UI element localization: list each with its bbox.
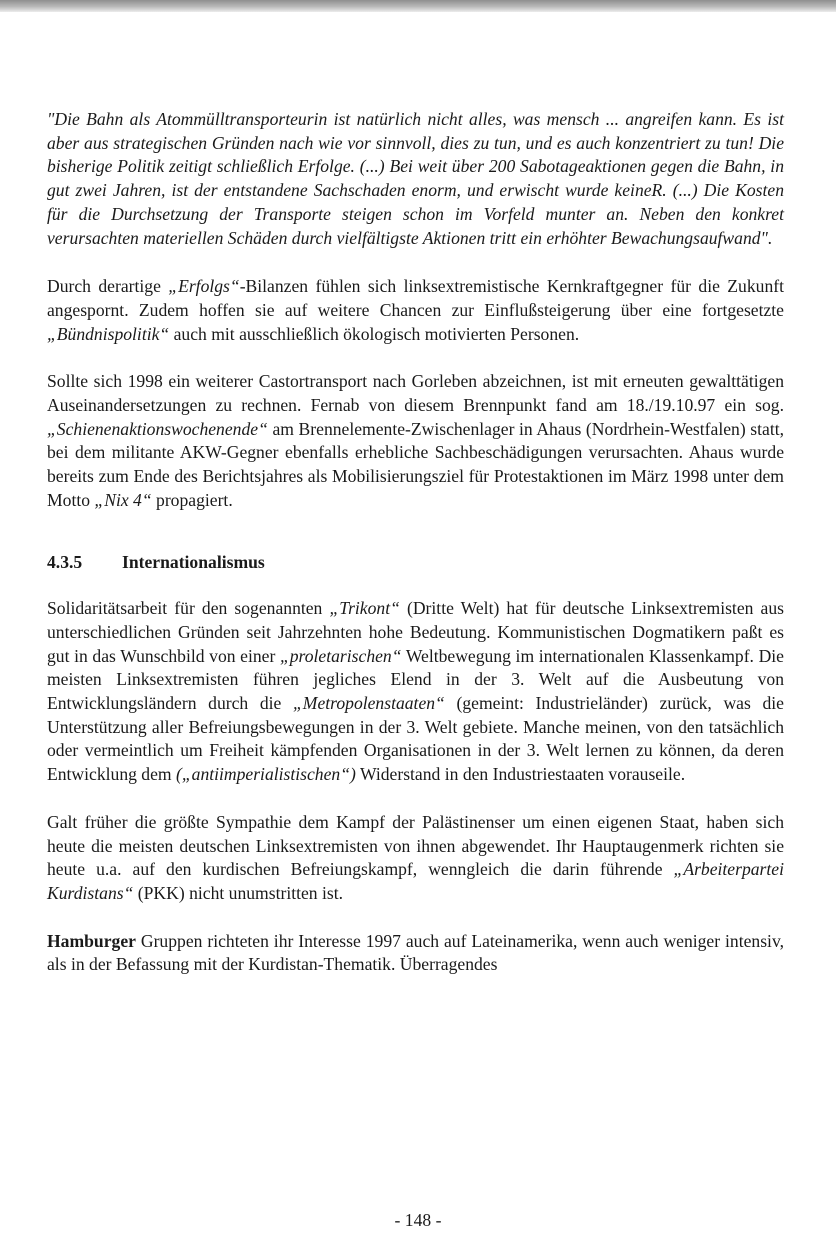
italic-term: „Metropolenstaaten“ bbox=[293, 693, 445, 714]
text-span: Galt früher die größte Sympathie dem Kampf der Palästinenser um einen eigenen Staat, haben sich heute die meisten deutschen Linksextremisten von ihnen abgewendet. Ihr Hauptaugenmerk richten sie heute u.a. auf den kurdischen Befreiungskampf, wenngleich die darin führende bbox=[47, 811, 784, 880]
italic-term: „Nix 4“ bbox=[94, 489, 152, 510]
text-span: Gruppen richteten ihr Interesse 1997 auch auf Lateinamerika, wenn auch weniger intensiv, als in der Befassung mit der Kurdistan-Thematik. Überragendes bbox=[47, 930, 784, 975]
scan-edge-bar bbox=[0, 0, 836, 12]
page-number: - 148 - bbox=[394, 1210, 442, 1230]
italic-term: „proletarischen“ bbox=[279, 645, 402, 666]
text-span: Widerstand in den Industriestaaten vorauseile. bbox=[355, 764, 686, 785]
text-span: Durch derartige bbox=[47, 276, 169, 297]
text-span: (gemeint: Industrieländer) zurück, was die Unterstützung aller Befreiungsbewegungen in der 3. Welt gebiete. Manche meinen, von den tatsächlich oder vermeintlich um Freiheit kämpfenden Organisationen in der 3. Welt lernen zu können, da deren Entwicklung dem bbox=[47, 693, 784, 785]
document-body bbox=[47, 108, 784, 1001]
text-span: (PKK) nicht unumstritten ist. bbox=[133, 882, 344, 903]
paragraph-3 bbox=[47, 597, 784, 787]
italic-term: „Bündnispolitik“ bbox=[47, 323, 170, 344]
paragraph-4 bbox=[47, 811, 784, 906]
bold-term: Hamburger bbox=[47, 930, 136, 951]
paragraph-1 bbox=[47, 275, 784, 346]
italic-term: „Trikont“ bbox=[329, 598, 400, 619]
text-span: Solidaritätsarbeit für den sogenannten bbox=[47, 598, 330, 619]
section-number: 4.3.5 bbox=[47, 551, 83, 572]
italic-term: „Arbeiterpartei Kurdistans“ bbox=[47, 859, 784, 903]
paragraph-2 bbox=[47, 370, 784, 512]
section-title: Internationalismus bbox=[122, 551, 265, 572]
text-span: (Dritte Welt) hat für deutsche Linksextremisten aus unterschiedlichen Gründen seit Jahrzehnten hohe Bedeutung. Kommunistischen Dogmatikern paßt es gut in das Wunschbild von einer bbox=[47, 598, 784, 666]
text-span: propagiert. bbox=[151, 489, 233, 510]
text-span: auch mit ausschließlich ökologisch motivierten Personen. bbox=[169, 323, 580, 344]
quote-block: "Die Bahn als Atommülltransporteurin ist natürlich nicht alles, was mensch ... angreifen kann. Es ist aber aus strategischen Gründen nach wie vor sinnvoll, dies zu tun, und es auch konzentriert zu tun! Die bisherige Politik zeitigt schließlich Erfolge. (...) Bei weit über 200 Sabotageaktionen gegen die Bahn, in gut zwei Jahren, ist der entstandene Sachschaden enorm, und erwischt wurde keineR. (...) Die Kosten für die Durchsetzung der Transporte steigen schon im Vorfeld munter an. Neben den konkret verursachten materiellen Schäden durch vielfältigste Aktionen tritt ein erhöhter Bewachungsaufwand". bbox=[47, 109, 784, 248]
section-heading bbox=[47, 551, 784, 575]
paragraph-5 bbox=[47, 930, 784, 977]
text-span: Weltbewegung im internationalen Klassenkampf. Die meisten Linksextremisten führen jegliches Elend in der 3. Welt auf die Ausbeutung von Entwicklungsländern durch die bbox=[47, 645, 784, 714]
italic-term: „Erfolgs“ bbox=[168, 276, 240, 297]
text-span: Sollte sich 1998 ein weiterer Castortransport nach Gorleben abzeichnen, ist mit erneuten gewalttätigen Auseinandersetzungen zu rechnen. Fernab von diesem Brennpunkt fand am 18./19.10.97 ein sog. bbox=[47, 371, 784, 416]
text-span: am Brennelemente-Zwischenlager in Ahaus (Nordrhein-Westfalen) statt, bei dem militante AKW-Gegner ebenfalls erhebliche Sachbeschädigungen verursachten. Ahaus wurde bereits zum Ende des Berichtsjahres als Mobilisierungsziel für Protestaktionen im März 1998 unter dem Motto bbox=[47, 418, 784, 510]
italic-term: („antiimperialistischen“) bbox=[176, 764, 356, 785]
text-span: -Bilanzen fühlen sich linksextremistische Kernkraftgegner für die Zukunft angespornt. Zudem hoffen sie auf weitere Chancen zur Einflußsteigerung über eine fortgesetzte bbox=[47, 276, 784, 320]
italic-term: „Schienenaktionswochenende“ bbox=[47, 418, 268, 439]
